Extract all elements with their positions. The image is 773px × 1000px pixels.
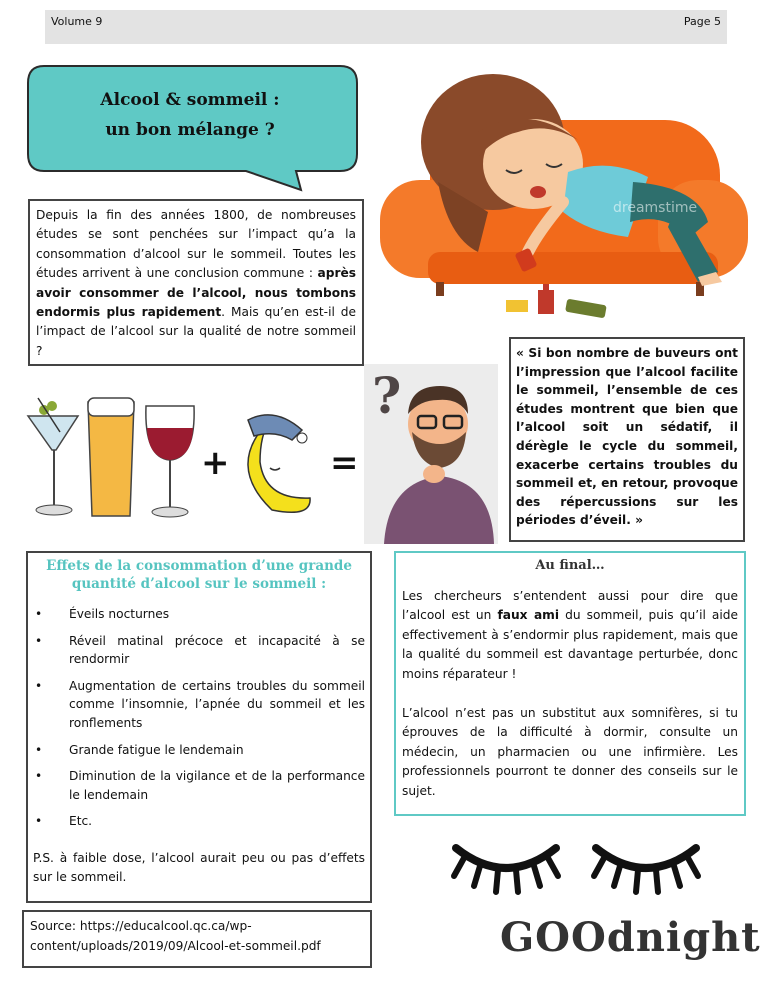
intro-highlight: après avoir consommer de l’alcool, nous tombons endormis plus rapidement xyxy=(36,266,356,320)
ps-note: P.S. à faible dose, l’alcool aurait peu ou pas d’effets sur le sommeil. xyxy=(33,850,365,885)
closed-eyes-icon xyxy=(446,828,716,898)
list-item: • Réveil matinal précoce et incapacité à se rendormir xyxy=(35,633,365,667)
quote-box: « Si bon nombre de buveurs ont l’impression que l’alcool facilite le sommeil, l’ensemble de ces études montrent que bien que l’alcool soit un sédatif, il dérègle le cycle du sommeil, exacerbe certains troubles du sommeil et, en retour, provoque des répercussions sur les périodes d’éveil. » xyxy=(509,337,745,542)
source-box xyxy=(22,910,372,968)
question-mark-icon: ? xyxy=(372,366,402,425)
effects-box xyxy=(26,551,372,903)
list-item: • Grande fatigue le lendemain xyxy=(35,742,244,757)
equals-sign: = xyxy=(330,443,359,483)
page-header xyxy=(45,10,727,44)
list-item: • Augmentation de certains troubles du sommeil comme l’insomnie, l’apnée du sommeil et les ronflements xyxy=(35,678,365,730)
sleeping-moon-illustration xyxy=(230,410,320,520)
drinks-illustration xyxy=(26,388,204,530)
volume-label: Volume 9 xyxy=(51,15,103,28)
source-link[interactable]: Source: https://educalcool.qc.ca/wp-content/uploads/2019/09/Alcool-et-sommeil.pdf xyxy=(30,919,321,953)
plus-sign: + xyxy=(201,443,230,483)
effects-title: Effets de la consommation d’une grande quantité d’alcool sur le sommeil : xyxy=(46,558,352,592)
list-item: • Diminution de la vigilance et de la performance le lendemain xyxy=(35,769,365,802)
final-title: Au final… xyxy=(535,558,605,573)
goodnight-text: GOOdnight xyxy=(500,914,761,961)
final-box xyxy=(394,551,746,816)
effects-list xyxy=(33,605,365,831)
list-item: • Etc. xyxy=(35,814,93,829)
final-paragraph-2: L’alcool n’est pas un substitut aux somnifères, si tu éprouves de la difficulté à dormir, consulte un médecin, un pharmacien ou une infirmière. Les professionnels pourront te donner des conseils sur le sujet. xyxy=(402,706,738,798)
final-paragraph-1: Les chercheurs s’entendent aussi pour dire que l’alcool est un faux ami du sommeil, puis qu’il aide effectivement à s’endormir plus rapidement, mais que la qualité du sommeil est davantage perturbée, donc moins réparateur ! xyxy=(402,589,739,681)
list-item: • Éveils nocturnes xyxy=(35,607,170,621)
page-number: Page 5 xyxy=(683,15,721,28)
watermark: dreamstime xyxy=(613,200,698,216)
bubble-title: Alcool & sommeil : un bon mélange ? xyxy=(100,90,280,140)
sleeping-woman-illustration xyxy=(378,62,750,328)
intro-box: Depuis la fin des années 1800, de nombreuses études se sont penchées sur l’impact qu’a la consommation d’alcool sur le sommeil. Toutes les études arrivent à une conclusion commune : après avoir consommer de l’alcool, nous tombons endormis plus rapidement. Mais qu’en est-il de l’impact de l’alcool sur la qualité de notre sommeil ? xyxy=(28,199,364,366)
